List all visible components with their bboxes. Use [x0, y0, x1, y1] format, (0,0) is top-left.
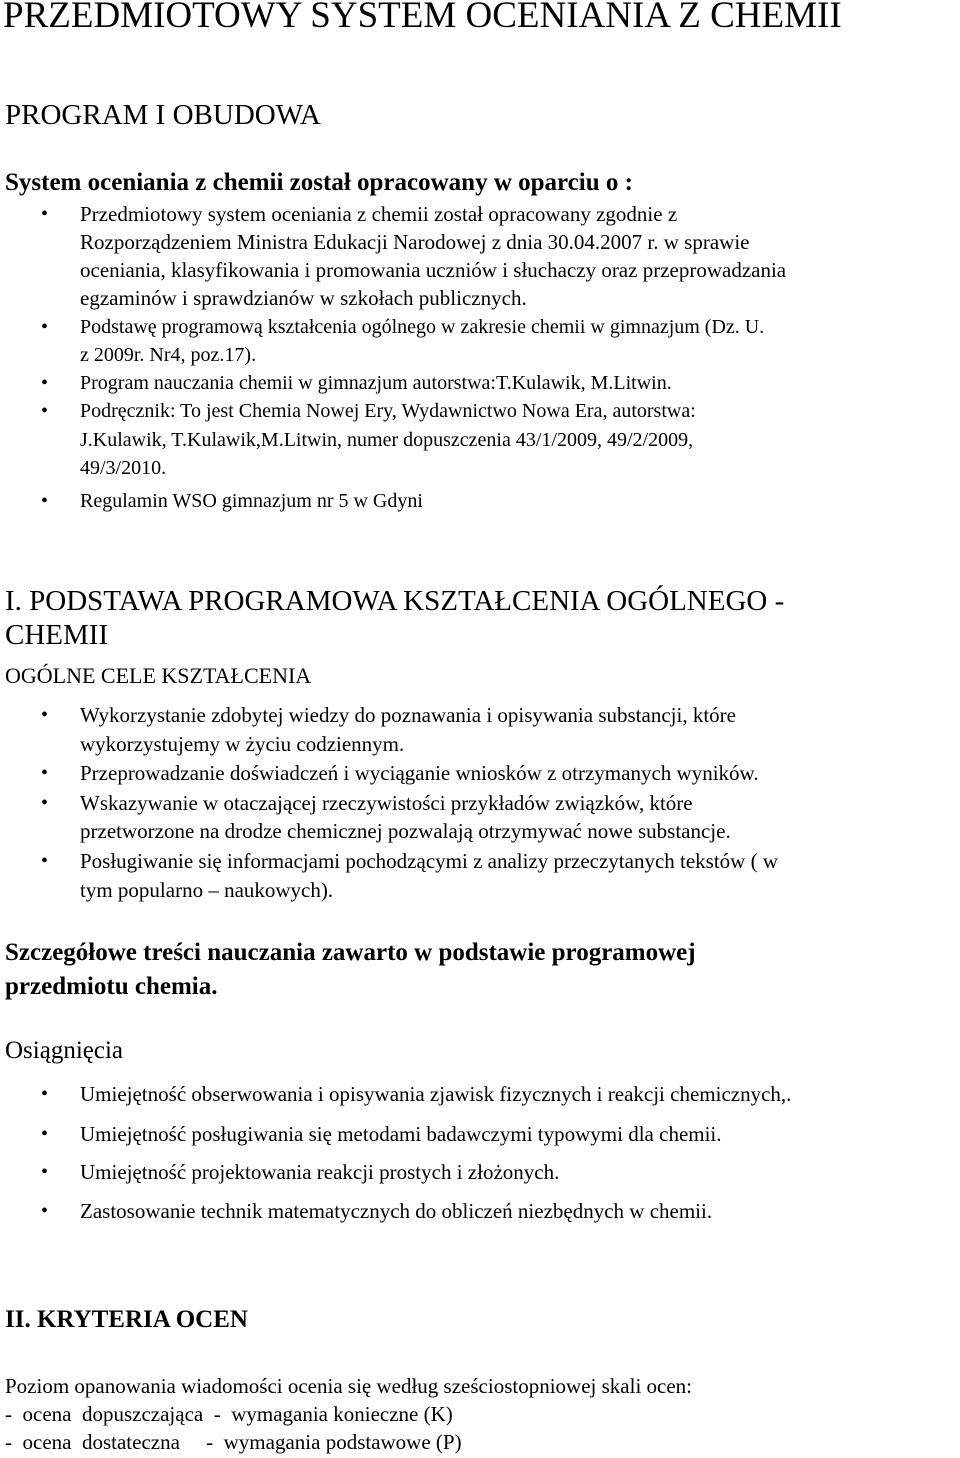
- bullet-icon: •: [41, 490, 49, 512]
- page-title: PRZEDMIOTOWY SYSTEM OCENIANIA Z CHEMII: [3, 0, 842, 36]
- subheading-cele: OGÓLNE CELE KSZTAŁCENIA: [5, 663, 312, 688]
- list-item-line: Przeprowadzanie doświadczeń i wyciąganie wniosków z otrzymanych wyników.: [80, 761, 759, 785]
- list-item-line: Podstawę programową kształcenia ogólnego w zakresie chemii w gimnazjum (Dz. U.: [80, 316, 765, 338]
- list-item-line: z 2009r. Nr4, poz.17).: [80, 344, 257, 366]
- bullet-icon: •: [41, 1083, 49, 1105]
- list-item-line: Regulamin WSO gimnazjum nr 5 w Gdyni: [80, 490, 423, 512]
- kryteria-intro: Poziom opanowania wiadomości ocenia się według sześciostopniowej skali ocen:: [5, 1374, 693, 1398]
- list-item-line: Rozporządzeniem Ministra Edukacji Narodowej z dnia 30.04.2007 r. w sprawie: [80, 230, 750, 254]
- bullet-icon: •: [41, 400, 49, 422]
- list-item: Zastosowanie technik matematycznych do obliczeń niezbędnych w chemii.: [80, 1199, 713, 1223]
- list-item: Umiejętność projektowania reakcji prostych i złożonych.: [80, 1160, 560, 1184]
- list-item-line: Wskazywanie w otaczającej rzeczywistości przykładów związków, które: [80, 791, 693, 815]
- section-heading-podstawa-line1: I. PODSTAWA PROGRAMOWA KSZTAŁCENIA OGÓLNEGO -: [5, 585, 785, 617]
- list-item-line: 49/3/2010.: [80, 457, 167, 479]
- list-item-line: Posługiwanie się informacjami pochodzącymi z analizy przeczytanych tekstów ( w: [80, 849, 779, 873]
- list-item-line: J.Kulawik, T.Kulawik,M.Litwin, numer dopuszczenia 43/1/2009, 49/2/2009,: [80, 429, 694, 451]
- section-heading-program: PROGRAM I OBUDOWA: [5, 99, 321, 131]
- list-item-line: tym popularno – naukowych).: [80, 878, 334, 902]
- list-item-line: Podręcznik: To jest Chemia Nowej Ery, Wydawnictwo Nowa Era, autorstwa:: [80, 400, 696, 422]
- bullet-icon: •: [41, 1161, 49, 1183]
- bullet-icon: •: [41, 203, 49, 225]
- section-heading-podstawa-line2: CHEMII: [5, 619, 109, 651]
- section-heading-kryteria: II. KRYTERIA OCEN: [5, 1306, 248, 1333]
- detail-heading-line2: przedmiotu chemia.: [5, 973, 218, 1000]
- bullet-icon: •: [41, 1123, 49, 1145]
- kryteria-line: - ocena dopuszczająca - wymagania konieczne (K): [5, 1402, 453, 1426]
- osiagniecia-heading: Osiągnięcia: [5, 1037, 124, 1064]
- kryteria-line: - ocena dostateczna - wymagania podstawowe (P): [5, 1430, 462, 1454]
- list-item-line: wykorzystujemy w życiu codziennym.: [80, 732, 405, 756]
- bullet-icon: •: [41, 792, 49, 814]
- bullet-icon: •: [41, 372, 49, 394]
- list-item-line: oceniania, klasyfikowania i promowania uczniów i słuchaczy oraz przeprowadzania: [80, 258, 787, 282]
- detail-heading-line1: Szczegółowe treści nauczania zawarto w podstawie programowej: [5, 939, 696, 966]
- list-item: Umiejętność posługiwania się metodami badawczymi typowymi dla chemii.: [80, 1122, 722, 1146]
- program-intro: System oceniania z chemii został opracowany w oparciu o :: [5, 169, 633, 196]
- bullet-icon: •: [41, 850, 49, 872]
- list-item-line: Wykorzystanie zdobytej wiedzy do poznawania i opisywania substancji, które: [80, 703, 736, 727]
- bullet-icon: •: [41, 316, 49, 338]
- bullet-icon: •: [41, 704, 49, 726]
- bullet-icon: •: [41, 762, 49, 784]
- bullet-icon: •: [41, 1200, 49, 1222]
- list-item-line: Przedmiotowy system oceniania z chemii został opracowany zgodnie z: [80, 202, 678, 226]
- list-item-line: Program nauczania chemii w gimnazjum autorstwa:T.Kulawik, M.Litwin.: [80, 372, 672, 394]
- list-item: Umiejętność obserwowania i opisywania zjawisk fizycznych i reakcji chemicznych,.: [80, 1082, 792, 1106]
- list-item-line: egzaminów i sprawdzianów w szkołach publicznych.: [80, 286, 527, 310]
- list-item-line: przetworzone na drodze chemicznej pozwalają otrzymywać nowe substancje.: [80, 819, 731, 843]
